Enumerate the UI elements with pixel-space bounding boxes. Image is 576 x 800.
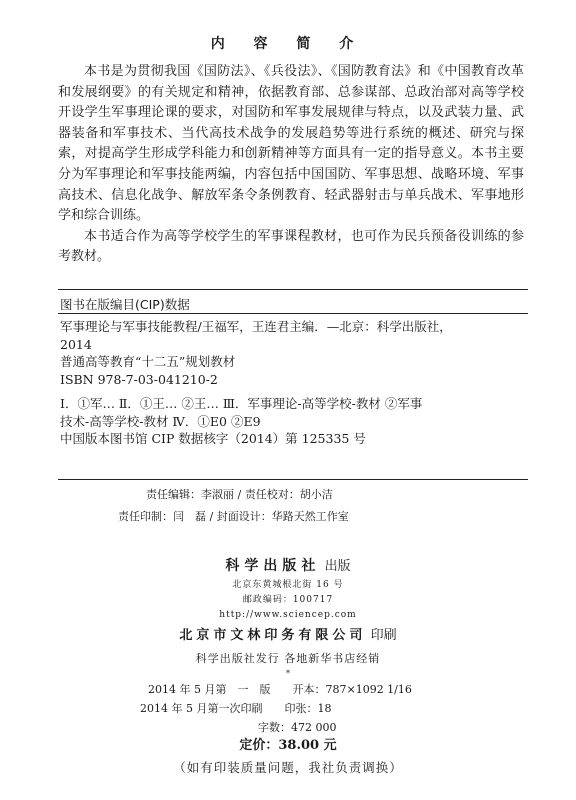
publisher-postcode: 邮政编码：100717 — [242, 595, 334, 605]
cip-header: 图书在版编目(CIP)数据 — [60, 297, 190, 312]
edition-specs — [0, 680, 576, 737]
edition-text: 2014 年 5 月第 一 版 — [148, 683, 271, 696]
cip-year-line: 2014 — [60, 336, 92, 352]
words-text: 字数：472 000 — [258, 721, 337, 734]
spec-row-edition — [0, 680, 576, 699]
publisher-website: http://www.sciencep.com — [219, 610, 357, 620]
publisher-suffix: 出版 — [324, 559, 351, 574]
intro-paragraph-2: 本书适合作为高等学校学生的军事课程教材，也可作为民兵预备役训练的参考教材。 — [58, 228, 524, 265]
printer-line — [0, 623, 576, 649]
printer-name: 北京市文林印务有限公司 — [179, 628, 367, 643]
page-title: 内 容 简 介 — [210, 36, 366, 52]
sheets-text: 印张：18 — [284, 702, 332, 715]
printing-text: 2014 年 5 月第一次印刷 — [140, 702, 263, 715]
cip-title-line: 军事理论与军事技能教程/王福军，王连君主编．—北京：科学出版社， — [60, 319, 452, 334]
intro-paragraph-1: 本书是为贯彻我国《国防法》、《兵役法》、《国防教育法》和《中国教育改革和发展纲要》的有关规定和精神，依据教育部、总参谋部、总政治部对高等学校开设学生军事理论课的要求，对国防和军事发展规律与特点，以及武装力量、武器装备和军事技术、当代高技术战争的发展趋势等进行系统的概述、研究与探索，对提高学生形成学科能力和创新精神等方面具有一定的指导意义。本书主要分为军事理论和军事技能两编，内容包括中国国防、军事思想、战略环境、军事高技术、信息化战争、解放军条令条例教育、轻武器射击与单兵战术、军事地形学和综合训练。 — [58, 64, 524, 224]
cip-series-line: 普通高等教育“十二五”规划教材 — [60, 354, 236, 369]
cip-isbn-line: ISBN 978-7-03-041210-2 — [60, 371, 218, 387]
publisher-line — [0, 555, 576, 578]
publisher-address: 北京东黄城根北街 16 号 — [232, 580, 344, 590]
cip-bottom-divider — [58, 479, 528, 480]
quality-notice: （如有印装质量问题，我社负责调换） — [173, 760, 403, 775]
editor-credit: 责任编辑：李淑丽 / 责任校对：胡小洁 — [146, 488, 333, 501]
spec-row-printing — [0, 699, 576, 718]
staff-credits — [0, 484, 576, 528]
cip-catalog-number: 中国版本图书馆 CIP 数据核字（2014）第 125335 号 — [60, 431, 366, 446]
printer-suffix: 印刷 — [370, 628, 397, 643]
distribution-line: 科学出版社发行 各地新华书店经销 — [195, 652, 381, 665]
cip-header-divider — [58, 313, 528, 314]
price: 定价：38.00 元 — [239, 738, 337, 753]
publisher-logo-name: 科学出版社 — [225, 558, 321, 574]
cip-subject-line-1: Ⅰ．①军… Ⅱ．①王… ②王… Ⅲ．军事理论-高等学校-教材 ②军事 — [60, 396, 423, 411]
format-text: 开本：787×1092 1/16 — [292, 683, 412, 696]
cip-record — [60, 318, 530, 448]
separator-mark: * — [286, 669, 290, 678]
cip-top-divider — [58, 289, 528, 290]
publisher-block — [0, 555, 576, 669]
production-credit: 责任印制：闫 磊 / 封面设计：华路天然工作室 — [118, 510, 349, 523]
introduction — [58, 62, 524, 268]
cip-subject-line-2: 技术-高等学校-教材 Ⅳ．①E0 ②E9 — [60, 413, 261, 429]
